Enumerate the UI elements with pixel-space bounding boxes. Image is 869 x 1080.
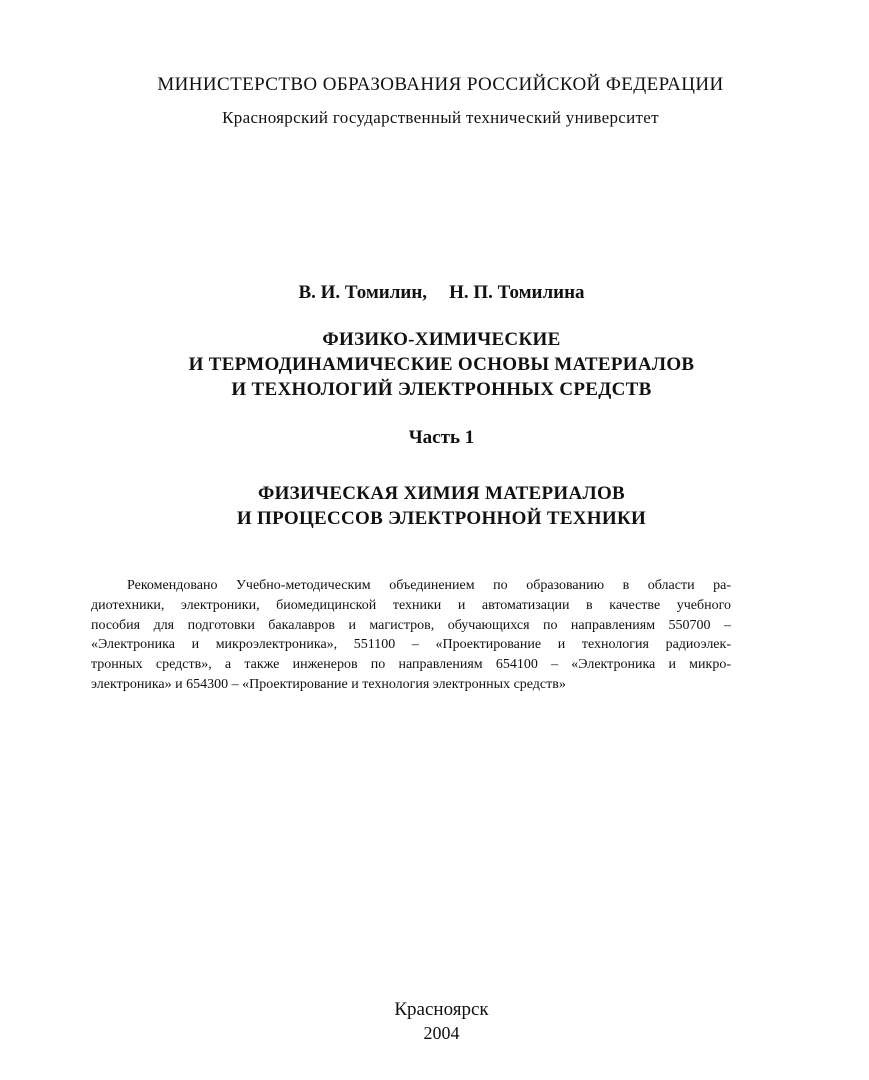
book-subtitle-line-2: И ПРОЦЕССОВ ЭЛЕКТРОННОЙ ТЕХНИКИ [236,508,647,529]
recommendation-line: диотехники, электроники, биомедицинской техники и автоматизации в качестве учебного [91,597,731,613]
authors [0,282,869,304]
book-title-line-1: ФИЗИКО-ХИМИЧЕСКИЕ [322,329,561,350]
recommendation-line: Рекомендовано Учебно-методическим объединением по образованию в области ра- [127,578,731,593]
book-subtitle [0,481,869,531]
publication-city: Красноярск [394,999,489,1020]
recommendation-line: пособия для подготовки бакалавров и магистров, обучающихся по направлениям 550700 – [91,617,731,633]
recommendation-line: электроника» и 654300 – «Проектирование и технология электронных средств» [91,676,566,692]
ministry-heading: МИНИСТЕРСТВО ОБРАЗОВАНИЯ РОССИЙСКОЙ ФЕДЕРАЦИИ [157,74,724,95]
recommendation-text [91,576,731,695]
author-1: В. И. Томилин, [298,282,428,303]
book-title [0,327,869,402]
university-name: Красноярский государственный технический университет [222,108,659,127]
publication-year: 2004 [423,1023,460,1043]
book-title-line-3: И ТЕХНОЛОГИЙ ЭЛЕКТРОННЫХ СРЕДСТВ [231,379,652,400]
book-subtitle-line-1: ФИЗИЧЕСКАЯ ХИМИЯ МАТЕРИАЛОВ [257,483,626,504]
author-2: Н. П. Томилина [449,282,585,303]
part-label: Часть 1 [408,427,475,448]
book-title-line-2: И ТЕРМОДИНАМИЧЕСКИЕ ОСНОВЫ МАТЕРИАЛОВ [188,354,695,375]
recommendation-line: «Электроника и микроэлектроника», 551100 – «Проектирование и технология радиоэлек- [91,637,731,653]
recommendation-line: тронных средств», а также инженеров по направлениям 654100 – «Электроника и микро- [91,657,731,673]
